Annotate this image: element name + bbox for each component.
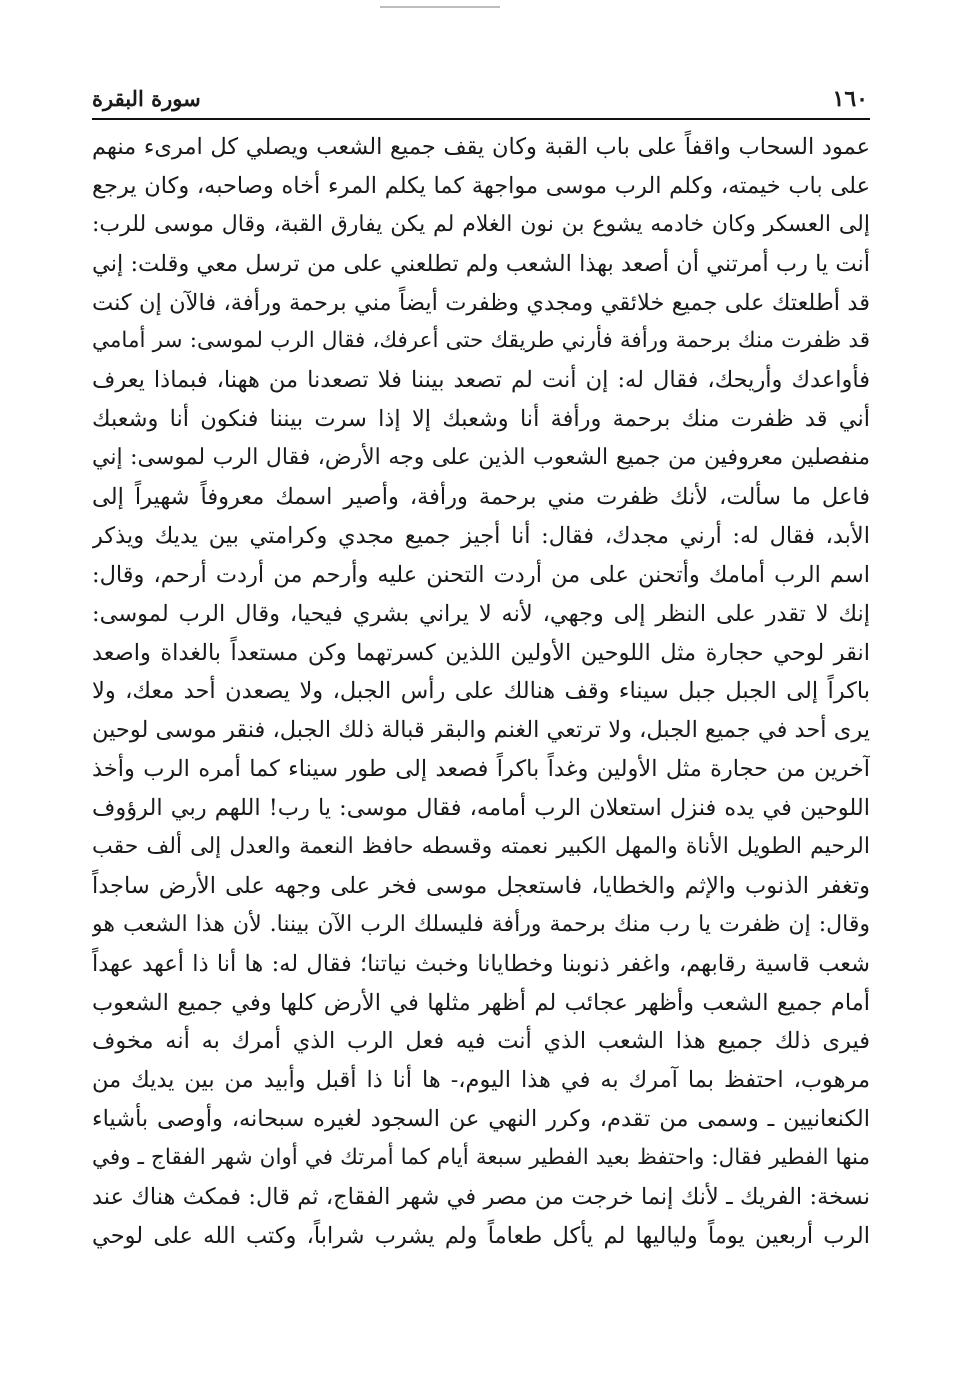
text-line: نسخة: الفريك ـ لأنك إنما خرجت من مصر في شهر الفقاج، ثم قال: فمكث هناك عند bbox=[92, 1184, 870, 1211]
text-line: يرى أحد في جميع الجبل، ولا ترتعي الغنم والبقر قبالة ذلك الجبل، فنقر موسى لوحين bbox=[92, 717, 870, 744]
text-line: الكنعانيين ـ وسمى من تقدم، وكرر النهي عن السجود لغيره سبحانه، وأوصى بأشياء bbox=[92, 1106, 870, 1133]
text-line: الرحيم الطويل الأناة والمهل الكبير نعمته وقسطه حافظ النعمة والعدل إلى ألف حقب bbox=[92, 834, 870, 860]
text-line: انقر لوحي حجارة مثل اللوحين الأولين اللذين كسرتهما وكن مستعداً بالغداة واصعد bbox=[92, 639, 870, 666]
text-line: فأواعدك وأريحك، فقال له: إن أنت لم تصعد بيننا فلا تصعدنا من ههنا، فبماذا يعرف bbox=[92, 367, 870, 394]
header-rule bbox=[92, 118, 870, 120]
text-line: إنك لا تقدر على النظر إلى وجهي، لأنه لا يراني بشري فيحيا، وقال الرب لموسى: bbox=[92, 600, 870, 627]
text-line: على باب خيمته، وكلم الرب موسى مواجهة كما يكلم المرء أخاه وصاحبه، وكان يرجع bbox=[92, 172, 870, 199]
text-line: قد أطلعتك على جميع خلائقي ومجدي وظفرت أيضاً مني برحمة ورأفة، فالآن إن كنت bbox=[92, 289, 870, 316]
text-line: إلى العسكر وكان خادمه يشوع بن نون الغلام لم يكن يفارق القبة، وقال موسى للرب: bbox=[92, 211, 870, 237]
text-line: عمود السحاب واقفاً على باب القبة وكان يقف جميع الشعب ويصلي كل امرىء منهم bbox=[92, 134, 870, 160]
text-line: الرب أربعين يوماً ولياليها لم يأكل طعاماً ولم يشرب شراباً، وكتب الله على لوحي bbox=[92, 1222, 870, 1249]
text-line: منفصلين معروفين من جميع الشعوب الذين على وجه الأرض، فقال الرب لموسى: إني bbox=[92, 445, 870, 471]
text-line: اللوحين في يده فنزل استعلان الرب أمامه، فقال موسى: يا رب! اللهم ربي الرؤوف bbox=[92, 795, 870, 822]
page-number: ١٦٠ bbox=[832, 86, 868, 112]
text-line: أني قد ظفرت منك برحمة ورأفة أنا وشعبك إلا إذا سرت بيننا فنكون أنا وشعبك bbox=[92, 406, 870, 433]
text-line: منها الفطير فقال: واحتفظ بعيد الفطير سبعة أيام كما أمرتك في أوان شهر الفقاج ـ وفي bbox=[92, 1145, 870, 1171]
text-line: فيرى ذلك جميع هذا الشعب الذي أنت فيه فعل الرب الذي أمرك به أنه مخوف bbox=[92, 1028, 870, 1055]
text-line: وتغفر الذنوب والإثم والخطايا، فاستعجل موسى فخر على وجهه على الأرض ساجداً bbox=[92, 872, 870, 899]
text-line: مرهوب، احتفظ بما آمرك به في هذا اليوم،- ها أنا ذا أقبل وأبيد من بين يديك من bbox=[92, 1067, 870, 1094]
text-line: باكراً إلى الجبل جبل سيناء وقف هنالك على رأس الجبل، ولا يصعدن أحد معك، ولا bbox=[92, 678, 870, 705]
text-line: شعب قاسية رقابهم، واغفر ذنوبنا وخطايانا وخبث نياتنا؛ فقال له: ها أنا ذا أعهد عهداً bbox=[92, 950, 870, 977]
text-line: فاعل ما سألت، لأنك ظفرت مني برحمة ورأفة، وأصير اسمك معروفاً شهيراً إلى bbox=[92, 484, 870, 511]
running-title: سورة البقرة bbox=[92, 86, 201, 111]
text-line: آخرين من حجارة مثل الأولين وغداً باكراً فصعد إلى طور سيناء كما أمره الرب وأخذ bbox=[92, 756, 870, 783]
body-text bbox=[92, 128, 870, 1256]
text-line: أمام جميع الشعب وأظهر عجائب لم أظهر مثلها في الأرض كلها وفي جميع الشعوب bbox=[92, 989, 870, 1016]
page-header bbox=[92, 82, 868, 116]
text-line: أنت يا رب أمرتني أن أصعد بهذا الشعب ولم تطلعني على من ترسل معي وقلت: إني bbox=[92, 250, 870, 277]
scan-top-mark bbox=[380, 6, 500, 8]
text-line: اسم الرب أمامك وأتحنن على من أردت التحنن عليه وأرحم من أردت أرحم، وقال: bbox=[92, 561, 870, 588]
text-line: وقال: إن ظفرت يا رب منك برحمة ورأفة فليسلك الرب الآن بيننا. لأن هذا الشعب هو bbox=[92, 911, 870, 937]
text-line: الأبد، فقال له: أرني مجدك، فقال: أنا أجيز جميع مجدي وكرامتي بين يديك ويذكر bbox=[92, 522, 870, 549]
text-line: قد ظفرت منك برحمة ورأفة فأرني طريقك حتى أعرفك، فقال الرب لموسى: سر أمامي bbox=[92, 328, 870, 354]
